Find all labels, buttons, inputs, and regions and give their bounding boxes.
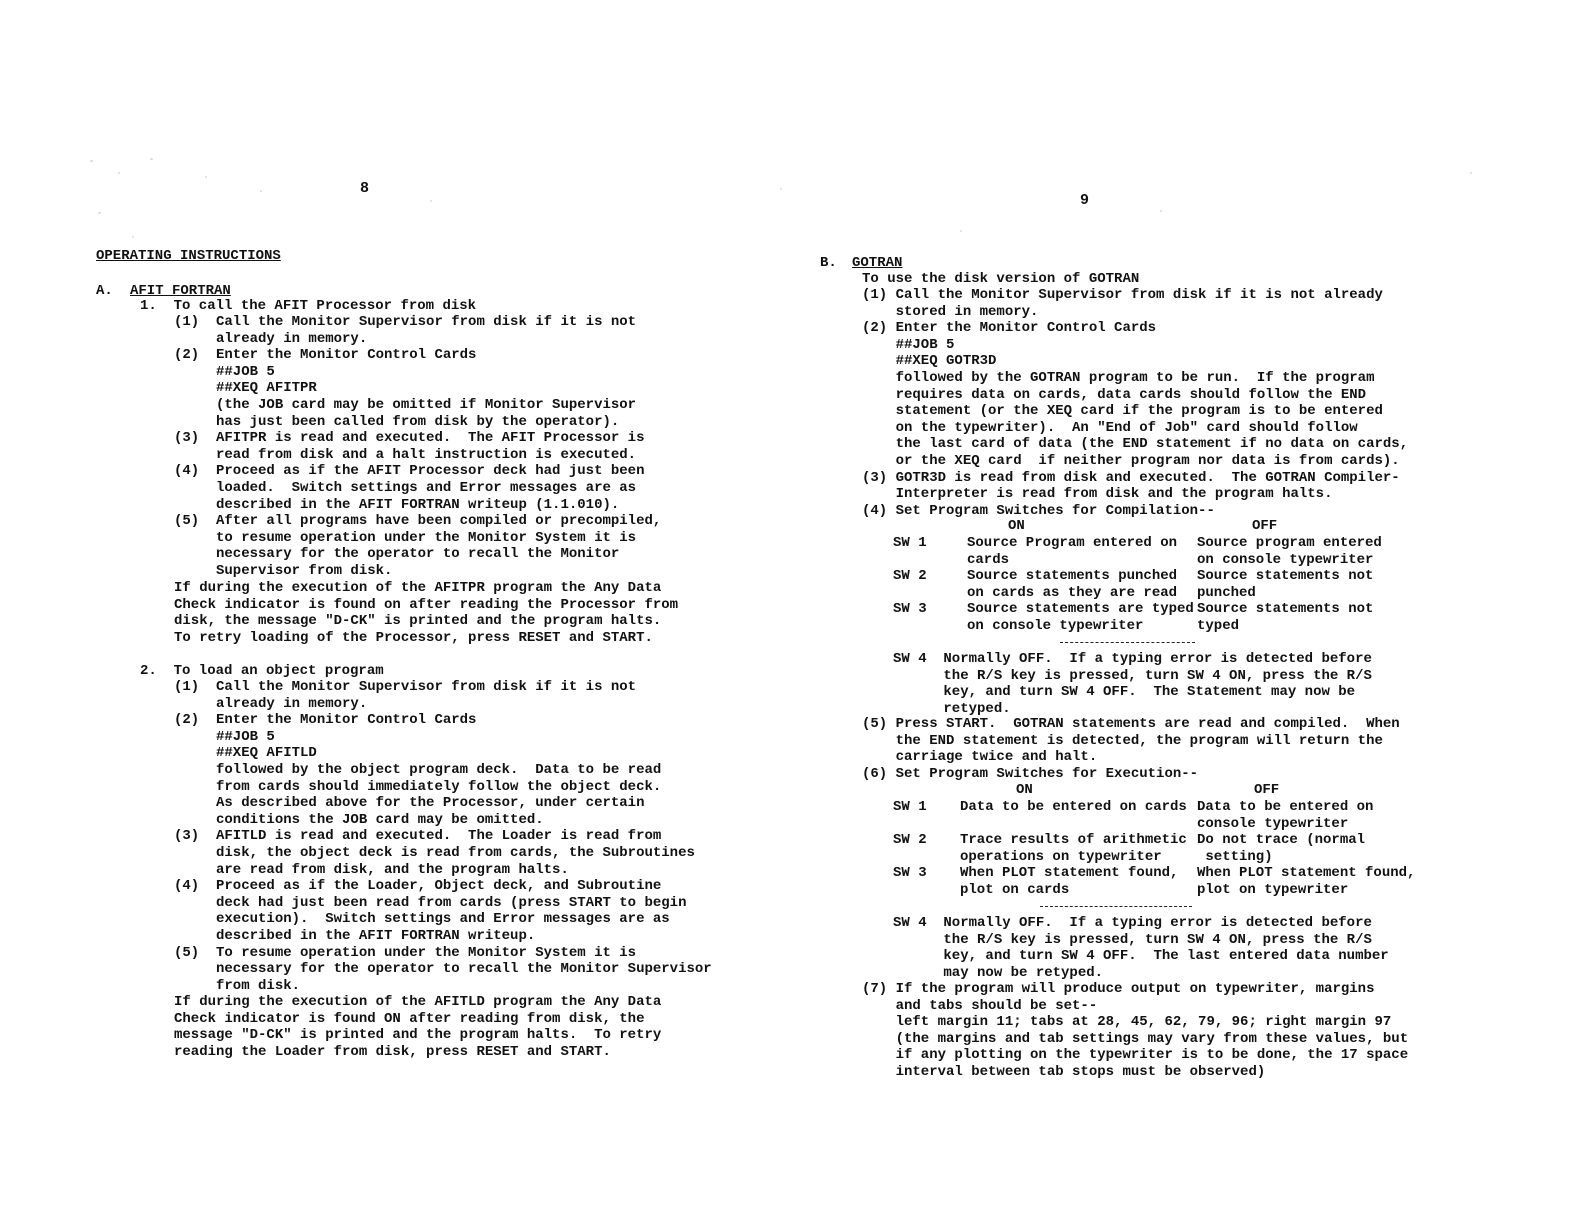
- text-line: ##JOB 5: [174, 363, 275, 380]
- switch-label: SW 2: [893, 568, 927, 585]
- switch-on-text: Source statements are typed: [967, 601, 1194, 618]
- text-line: ##XEQ AFITLD: [174, 745, 317, 762]
- text-line: (3) AFITLD is read and executed. The Loader is read from: [174, 828, 662, 845]
- text-line: (1) Call the Monitor Supervisor from disk if it is not already: [862, 287, 1383, 303]
- text-line: from cards should immediately follow the object deck.: [174, 778, 662, 795]
- switch-label: SW 3: [893, 601, 927, 618]
- text-line: To retry loading of the Processor, press RESET and START.: [174, 629, 653, 646]
- text-line: ##JOB 5: [862, 336, 955, 353]
- text-line: already in memory.: [174, 330, 368, 347]
- text-line: As described above for the Processor, under certain: [174, 795, 645, 812]
- table1-off-header: OFF: [1252, 518, 1278, 534]
- section-b-title: GOTRAN: [852, 255, 903, 271]
- switch-off-text: on console typewriter: [1197, 551, 1374, 568]
- text-line: described in the AFIT FORTRAN writeup (1.1.010).: [174, 496, 620, 513]
- switch-label: SW 1: [893, 799, 927, 815]
- text-line: the last card of data (the END statement if no data on cards,: [862, 436, 1409, 453]
- table2-off-header: OFF: [1254, 782, 1280, 798]
- text-line: ##JOB 5: [174, 728, 275, 745]
- section-a-label: A.: [96, 283, 113, 299]
- switch-off-text: Source program entered: [1197, 535, 1382, 551]
- sw4-execution-note: [893, 915, 1389, 981]
- text-line: ##XEQ GOTR3D: [862, 353, 997, 370]
- table2-dashed-rule: [1040, 906, 1192, 907]
- text-line: SW 4 Normally OFF. If a typing error is detected before: [893, 915, 1372, 931]
- text-line: already in memory.: [174, 695, 368, 712]
- text-line: (4) Set Program Switches for Compilation--: [862, 502, 1215, 519]
- gotran-steps-1-4: [862, 287, 1408, 519]
- text-line: (3) GOTR3D is read from disk and executed. The GOTRAN Compiler-: [862, 469, 1400, 486]
- text-line: has just been called from disk by the operator).: [174, 413, 620, 430]
- switch-on-text: plot on cards: [960, 882, 1070, 898]
- text-line: requires data on cards, data cards should follow the END: [862, 386, 1367, 403]
- sw4-compilation-note: [893, 651, 1372, 717]
- switch-on-text: Source statements punched: [967, 568, 1178, 585]
- page-number-right: 9: [1080, 192, 1090, 209]
- text-line: carriage twice and halt.: [862, 749, 1098, 766]
- item-1-note: [174, 580, 678, 646]
- gotran-step-7: [862, 981, 1408, 1081]
- switch-off-text: Source statements not: [1197, 568, 1374, 585]
- text-line: (2) Enter the Monitor Control Cards: [174, 712, 477, 729]
- text-line: (the margins and tab settings may vary from these values, but: [862, 1030, 1409, 1047]
- item-2-note: [174, 994, 661, 1060]
- text-line: followed by the GOTRAN program to be run. If the program: [862, 369, 1375, 386]
- text-line: may now be retyped.: [893, 964, 1104, 981]
- switch-off-text: punched: [1197, 584, 1256, 601]
- switch-on-text: When PLOT statement found,: [960, 865, 1179, 882]
- text-line: statement (or the XEQ card if the program is to be entered: [862, 403, 1383, 420]
- text-line: If during the execution of the AFITPR program the Any Data: [174, 580, 662, 596]
- switch-off-text: typed: [1197, 618, 1240, 634]
- text-line: interval between tab stops must be observed): [862, 1063, 1266, 1080]
- text-line: (5) Press START. GOTRAN statements are read and compiled. When: [862, 716, 1400, 732]
- switch-off-text: When PLOT statement found,: [1197, 865, 1416, 882]
- switch-on-text: on cards as they are read: [967, 584, 1178, 601]
- text-line: left margin 11; tabs at 28, 45, 62, 79, 96; right margin 97: [862, 1014, 1392, 1031]
- section-b-label: B.: [820, 255, 837, 271]
- text-line: deck had just been read from cards (press START to begin: [174, 894, 687, 911]
- text-line: if any plotting on the typewriter is to be done, the 17 space: [862, 1047, 1409, 1064]
- text-line: are read from disk, and the program halts.: [174, 861, 569, 878]
- switch-on-text: cards: [967, 551, 1010, 568]
- text-line: (7) If the program will produce output on typewriter, margins: [862, 981, 1375, 997]
- text-line: reading the Loader from disk, press RESET and START.: [174, 1043, 611, 1060]
- item-2-title: 2. To load an object program: [140, 663, 384, 679]
- text-line: on the typewriter). An "End of Job" card should follow: [862, 419, 1358, 436]
- text-line: (5) After all programs have been compiled or precompiled,: [174, 513, 662, 530]
- text-line: loaded. Switch settings and Error messages are as: [174, 479, 637, 496]
- section-a-title: AFIT FORTRAN: [130, 283, 231, 299]
- text-line: (6) Set Program Switches for Execution--: [862, 765, 1199, 782]
- text-line: (5) To resume operation under the Monitor System it is: [174, 944, 637, 961]
- text-line: disk, the object deck is read from cards, the Subroutines: [174, 844, 695, 861]
- item-2-steps: [174, 679, 712, 994]
- text-line: (1) Call the Monitor Supervisor from disk if it is not: [174, 314, 637, 330]
- text-line: (2) Enter the Monitor Control Cards: [174, 347, 477, 364]
- text-line: Interpreter is read from disk and the program halts.: [862, 486, 1333, 503]
- switch-on-text: operations on typewriter: [960, 848, 1162, 865]
- switch-label: SW 2: [893, 832, 927, 849]
- text-line: (2) Enter the Monitor Control Cards: [862, 320, 1157, 337]
- text-line: retyped.: [893, 700, 1011, 717]
- page-heading: OPERATING INSTRUCTIONS: [96, 248, 281, 264]
- text-line: Check indicator is found on after reading the Processor from: [174, 596, 679, 613]
- text-line: the R/S key is pressed, turn SW 4 ON, press the R/S: [893, 931, 1372, 948]
- text-line: key, and turn SW 4 OFF. The Statement may now be: [893, 684, 1356, 701]
- switch-off-text: Source statements not: [1197, 601, 1374, 618]
- switch-off-text: console typewriter: [1197, 815, 1349, 832]
- text-line: disk, the message "D-CK" is printed and the program halts.: [174, 613, 662, 630]
- text-line: to resume operation under the Monitor System it is: [174, 529, 637, 546]
- text-line: read from disk and a halt instruction is executed.: [174, 446, 637, 463]
- page-number-left: 8: [360, 180, 370, 197]
- text-line: (the JOB card may be omitted if Monitor Supervisor: [174, 396, 637, 413]
- switch-on-text: on console typewriter: [967, 618, 1144, 634]
- text-line: followed by the object program deck. Data to be read: [174, 761, 662, 778]
- table1-dashed-rule: [1060, 642, 1195, 643]
- switch-label: SW 1: [893, 535, 927, 551]
- text-line: stored in memory.: [862, 303, 1039, 320]
- text-line: necessary for the operator to recall the Monitor Supervisor: [174, 961, 712, 978]
- text-line: the END statement is detected, the program will return the: [862, 732, 1383, 749]
- gotran-steps-5-6: [862, 716, 1400, 782]
- text-line: message "D-CK" is printed and the program halts. To retry: [174, 1027, 662, 1044]
- switch-off-text: Data to be entered on: [1197, 799, 1374, 815]
- text-line: described in the AFIT FORTRAN writeup.: [174, 927, 536, 944]
- table2-on-header: ON: [1016, 782, 1033, 798]
- text-line: and tabs should be set--: [862, 997, 1098, 1014]
- text-line: (1) Call the Monitor Supervisor from disk if it is not: [174, 679, 637, 695]
- text-line: (3) AFITPR is read and executed. The AFIT Processor is: [174, 430, 645, 447]
- text-line: the R/S key is pressed, turn SW 4 ON, press the R/S: [893, 667, 1372, 684]
- text-line: necessary for the operator to recall the Monitor: [174, 546, 620, 563]
- text-line: from disk.: [174, 977, 301, 994]
- item-1-steps: [174, 314, 661, 580]
- text-line: conditions the JOB card may be omitted.: [174, 811, 544, 828]
- switch-on-text: Trace results of arithmetic: [960, 832, 1187, 849]
- switch-on-text: Data to be entered on cards: [960, 799, 1187, 815]
- switch-label: SW 3: [893, 865, 927, 882]
- text-line: Supervisor from disk.: [174, 562, 393, 579]
- text-line: (4) Proceed as if the AFIT Processor deck had just been: [174, 463, 645, 480]
- text-line: SW 4 Normally OFF. If a typing error is detected before: [893, 651, 1372, 667]
- text-line: or the XEQ card if neither program nor data is from cards).: [862, 452, 1400, 469]
- switch-off-text: plot on typewriter: [1197, 882, 1349, 898]
- text-line: key, and turn SW 4 OFF. The last entered data number: [893, 948, 1389, 965]
- item-1-title: 1. To call the AFIT Processor from disk: [140, 298, 477, 314]
- text-line: Check indicator is found ON after reading from disk, the: [174, 1010, 645, 1027]
- switch-off-text: Do not trace (normal: [1197, 832, 1366, 849]
- table1-on-header: ON: [1008, 518, 1025, 534]
- text-line: If during the execution of the AFITLD program the Any Data: [174, 994, 662, 1010]
- switch-on-text: Source Program entered on: [967, 535, 1178, 551]
- text-line: ##XEQ AFITPR: [174, 380, 317, 397]
- text-line: execution). Switch settings and Error messages are as: [174, 911, 670, 928]
- text-line: (4) Proceed as if the Loader, Object deck, and Subroutine: [174, 878, 662, 895]
- section-b-intro: To use the disk version of GOTRAN: [862, 271, 1140, 287]
- switch-off-text: setting): [1197, 848, 1273, 865]
